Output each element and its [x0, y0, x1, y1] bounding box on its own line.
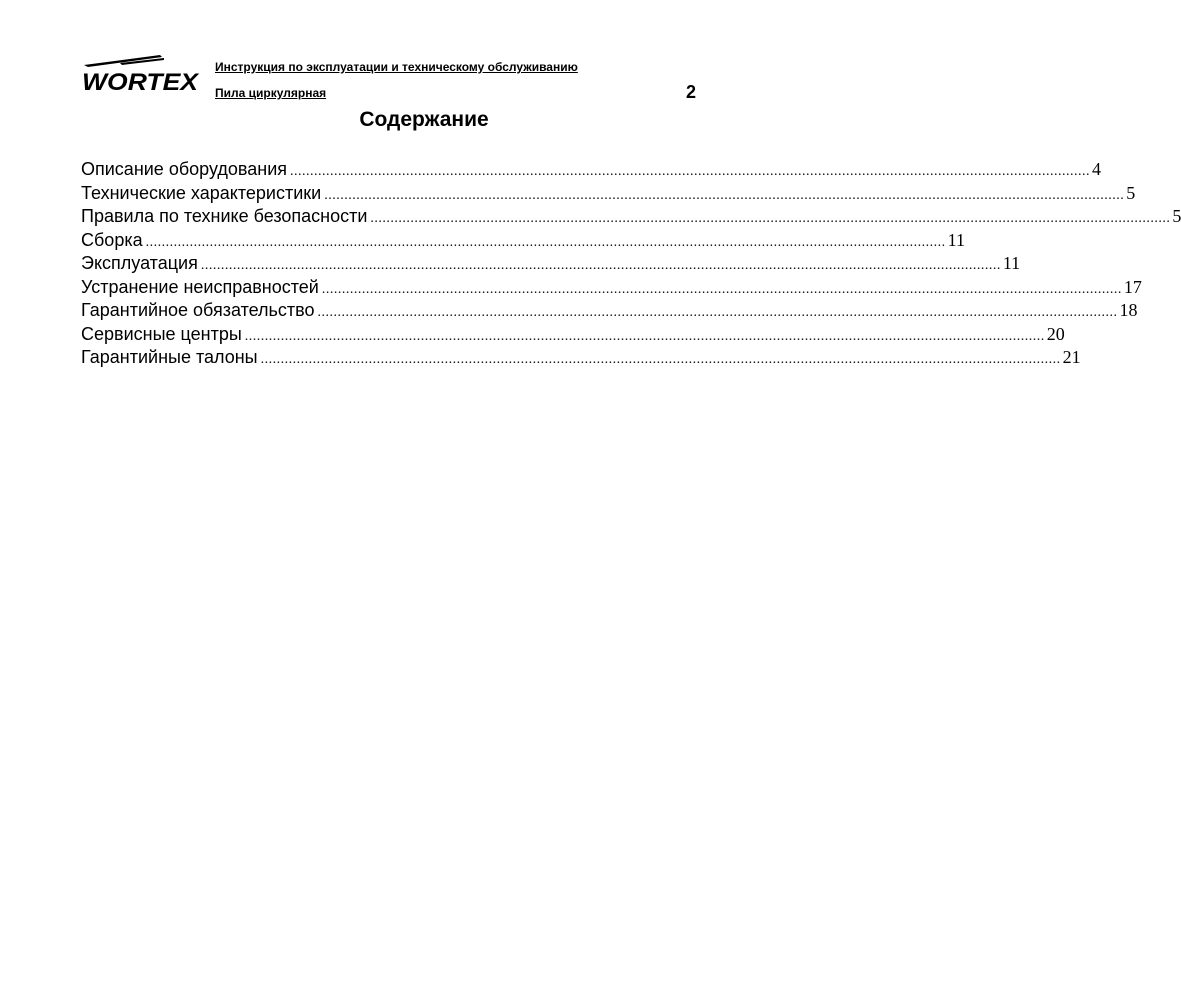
- toc-entry-page: 11: [1002, 253, 1021, 273]
- toc-dot-leader: ........................................................................................................................................................................................................: [324, 187, 1125, 203]
- toc-entry-label: Описание оборудования: [81, 159, 287, 179]
- toc-entry-page: 4: [1092, 159, 1101, 179]
- toc-entry-page: 20: [1046, 323, 1065, 344]
- toc-dot-leader: ........................................................................................................................................................................................................: [244, 328, 1045, 344]
- toc-entry[interactable]: [81, 276, 1142, 300]
- toc-entry[interactable]: [81, 158, 1101, 182]
- toc-entry-page: 21: [1062, 347, 1081, 367]
- toc-entry-page: 18: [1119, 300, 1138, 320]
- toc-dot-leader: ........................................................................................................................................................................................................: [321, 281, 1122, 297]
- toc-entry-label: Технические характеристики: [81, 182, 322, 203]
- toc-entry-label: Правила по технике безопасности: [81, 206, 368, 226]
- toc-entry[interactable]: [81, 182, 1136, 206]
- wortex-logo: [80, 52, 202, 96]
- toc-entry-page: 11: [947, 229, 965, 250]
- toc-dot-leader: ........................................................................................................................................................................................................: [260, 352, 1061, 367]
- toc-dot-leader: ........................................................................................................................................................................................................: [200, 258, 1001, 273]
- table-of-contents: [81, 158, 1181, 370]
- toc-entry-label: Сборка: [81, 229, 143, 250]
- page-number: 2: [686, 82, 697, 102]
- toc-entry-label: Гарантийные талоны: [81, 347, 258, 367]
- toc-entry[interactable]: [81, 323, 1065, 347]
- toc-entry-label: Эксплуатация: [81, 253, 198, 273]
- toc-dot-leader: ........................................................................................................................................................................................................: [145, 234, 946, 250]
- toc-title: Содержание: [359, 108, 489, 131]
- svg-text:WORTEX: WORTEX: [82, 69, 201, 96]
- toc-entry-page: 17: [1123, 276, 1142, 297]
- toc-dot-leader: ........................................................................................................................................................................................................: [317, 305, 1118, 320]
- document-title: Инструкция по эксплуатации и техническому обслуживанию: [215, 60, 578, 74]
- toc-entry[interactable]: [81, 205, 1181, 229]
- toc-entry[interactable]: [81, 252, 1021, 276]
- toc-dot-leader: ........................................................................................................................................................................................................: [290, 164, 1090, 179]
- toc-entry[interactable]: [81, 299, 1138, 323]
- toc-entry[interactable]: [81, 229, 965, 253]
- product-name: Пила циркулярная: [215, 86, 327, 100]
- toc-entry[interactable]: [81, 346, 1081, 370]
- toc-entry-label: Устранение неисправностей: [81, 276, 319, 297]
- toc-entry-page: 5: [1172, 206, 1181, 226]
- toc-entry-label: Гарантийное обязательство: [81, 300, 315, 320]
- toc-entry-page: 5: [1126, 182, 1136, 203]
- toc-dot-leader: ........................................................................................................................................................................................................: [370, 211, 1171, 226]
- toc-entry-label: Сервисные центры: [81, 323, 242, 344]
